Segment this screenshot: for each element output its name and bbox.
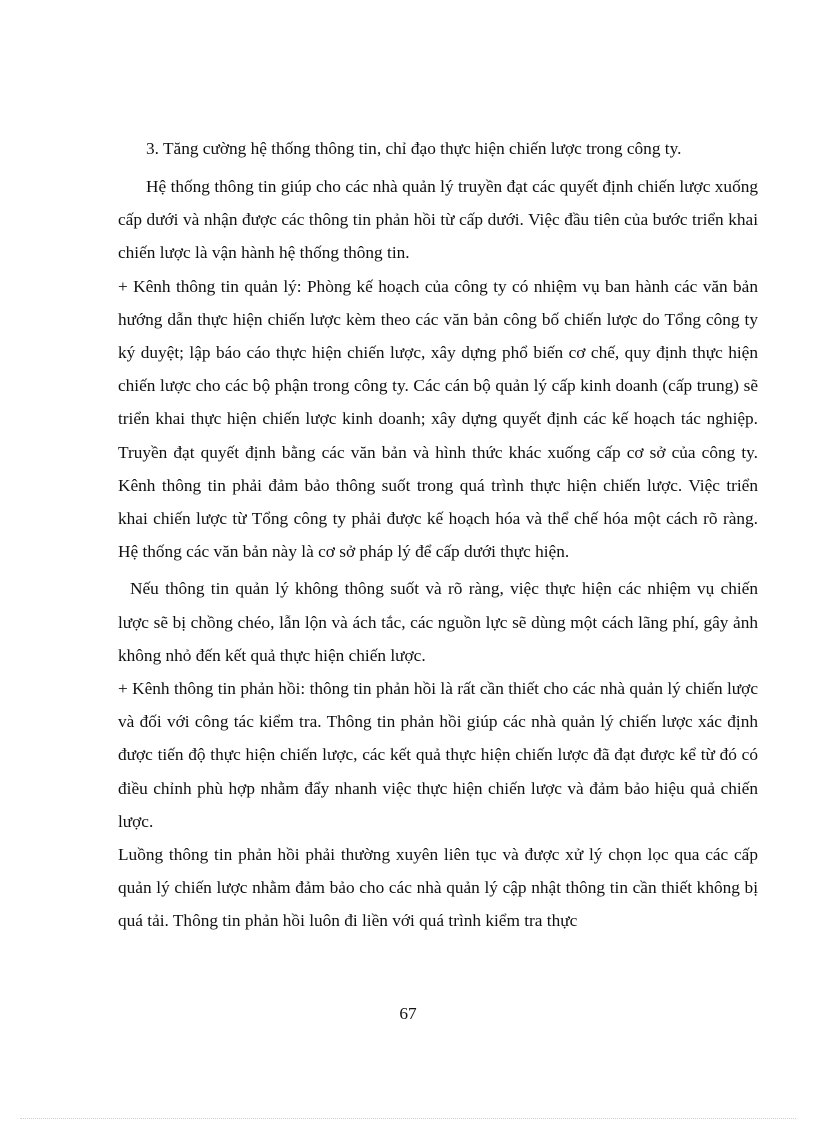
document-body <box>118 132 758 938</box>
page-number: 67 <box>399 1004 417 1023</box>
paragraph-consequences: Nếu thông tin quản lý không thông suốt và rõ ràng, việc thực hiện các nhiệm vụ chiến lược sẽ bị chồng chéo, lẫn lộn và ách tắc, các nguồn lực sẽ dùng một cách lãng phí, gây ảnh không nhỏ đến kết quả thực hiện chiến lược. <box>118 579 758 665</box>
section-heading: 3. Tăng cường hệ thống thông tin, chỉ đạo thực hiện chiến lược trong công ty. <box>146 139 682 158</box>
paragraph-feedback-channel: + Kênh thông tin phản hồi: thông tin phản hồi là rất cần thiết cho các nhà quản lý chiến lược và đối với công tác kiểm tra. Thông tin phản hồi giúp các nhà quản lý chiến lược xác định được tiến độ thực hiện chiến lược, các kết quả thực hiện chiến lược đã đạt được kể từ đó có điều chỉnh phù hợp nhằm đẩy nhanh việc thực hiện chiến lược và đảm bảo hiệu quả chiến lược. <box>118 679 758 831</box>
footer-divider <box>20 1118 796 1119</box>
paragraph-management-channel: + Kênh thông tin quản lý: Phòng kế hoạch của công ty có nhiệm vụ ban hành các văn bản hướng dẫn thực hiện chiến lược kèm theo các văn bản công bố chiến lược do Tổng công ty ký duyệt; lập báo cáo thực hiện chiến lược, xây dựng phổ biến cơ chế, quy định thực hiện chiến lược cho các bộ phận trong công ty. Các cán bộ quản lý cấp kinh doanh (cấp trung) sẽ triển khai thực hiện chiến lược kinh doanh; xây dựng quyết định các kế hoạch tác nghiệp. Truyền đạt quyết định bằng các văn bản và hình thức khác xuống cấp cơ sở của công ty. Kênh thông tin phải đảm bảo thông suốt trong quá trình thực hiện chiến lược. Việc triển khai chiến lược từ Tổng công ty phải được kế hoạch hóa và thể chế hóa một cách rõ ràng. Hệ thống các văn bản này là cơ sở pháp lý để cấp dưới thực hiện. <box>118 276 758 562</box>
paragraph-intro: Hệ thống thông tin giúp cho các nhà quản lý truyền đạt các quyết định chiến lược xuống cấp dưới và nhận được các thông tin phản hồi từ cấp dưới. Việc đầu tiên của bước triển khai chiến lược là vận hành hệ thống thông tin. <box>118 177 758 263</box>
paragraph-feedback-flow: Luồng thông tin phản hồi phải thường xuyên liên tục và được xử lý chọn lọc qua các cấp quản lý chiến lược nhằm đảm bảo cho các nhà quản lý cập nhật thông tin cần thiết không bị quá tải. Thông tin phản hồi luôn đi liền với quá trình kiểm tra thực <box>118 845 758 931</box>
